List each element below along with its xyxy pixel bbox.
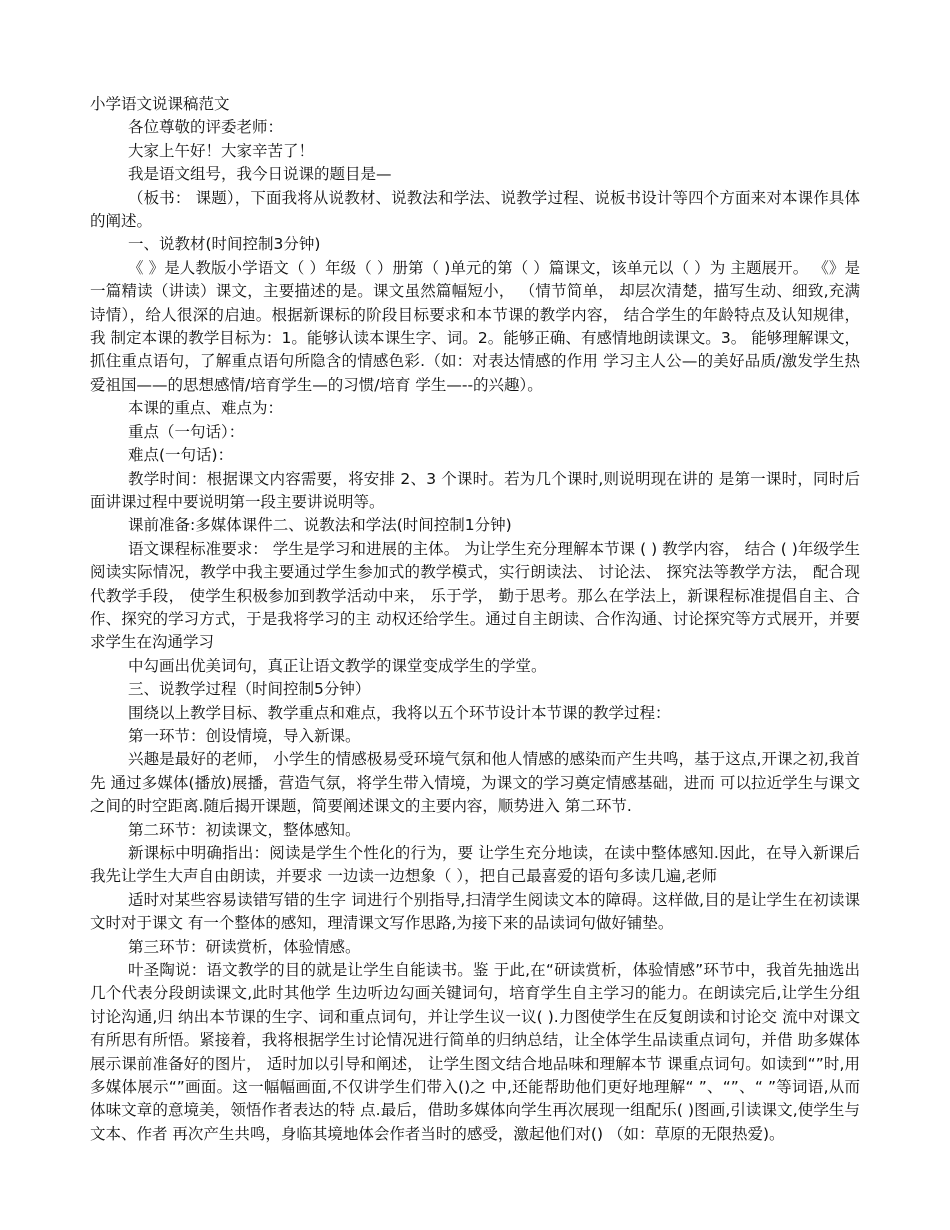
paragraph-process-intro: 围绕以上教学目标、教学重点和难点，我将以五个环节设计本节课的教学过程：	[128, 703, 671, 722]
document-title: 小学语文说课稿范文	[90, 95, 230, 113]
paragraph-greeting-audience: 大家上午好！大家辛苦了！	[128, 141, 315, 160]
paragraph-overview: （板书： 课题），下面我将从说教材、说教法和学法、说教学过程、说板书设计等四个方面来对本课作具体的阐述。	[90, 188, 860, 231]
paragraph-step-2: 新课标中明确指出：阅读是学生个性化的行为，要 让学生充分地读，在读中整体感知.因此，在导入新课后我先让学生大声自由朗读，并要求 一边读一边想象（ ），把自己最喜爱的语句多读几遍,老师	[90, 844, 860, 886]
paragraph-methods-continued: 中勾画出优美词句，真正让语文教学的课堂变成学生的学堂。	[128, 656, 547, 675]
paragraph-teaching-material: 《 》是人教版小学语文（ ）年级（ ）册第（ )单元的第（ ）篇课文，该单元以（ ）为 主题展开。 《》是一篇精读（讲读）课文，主要描述的是。课文虽然篇幅短小， （情节简单， 却层次清楚，描写生动、细致,充满诗情），给人很深的启迪。根据新课标的阶段目标要求和本节课的教学内容， 结合学生的年龄特点及认知规律， 我 制定本课的教学目标为：1。能够认读本课生字、词。2。能够正确、有感情地朗读课文。3。 能够理解课文，抓住重点语句，了解重点语句所隐含的情感色彩.（如：对表达情感的作用 学习主人公—的美好品质/激发学生热爱祖国——的思想感情/培育学生—的习惯/培育 学生—--的兴趣）。	[90, 258, 860, 394]
paragraph-preparation: 课前准备:多媒体课件二、说教法和学法(时间控制1分钟)	[128, 516, 512, 535]
paragraph-step-3: 叶圣陶说：语文教学的目的就是让学生自能读书。鉴 于此,在“研读赏析，体验情感”环节中，我首先抽选出几个代表分段朗读课文,此时其他学 生边听边勾画关键词句，培育学生自主学习的能力。在朗读完后,让学生分组讨论沟通,归 纳出本节课的生字、词和重点词句，并让学生议一议( ).力图使学生在反复朗读和讨论交 流中对课文有所思有所悟。紧接着，我将根据学生讨论情况进行简单的归纳总结，让全体学生品读重点词句，并借 助多媒体展示课前准备好的图片， 适时加以引导和阐述， 让学生图文结合地品味和理解本节 课重点词句。如读到“”时,用多媒体展示“”画面。这一幅幅画面,不仅讲学生们带入()之 中,还能帮助他们更好地理解“ ”、“”、“ ”等词语,从而体味文章的意境美，领悟作者表达的特 点.最后，借助多媒体向学生再次展现一组配乐( )图画,引读课文,使学生与文本、作者 再次产生共鸣，身临其境地体会作者当时的感受，激起他们对() （如：草原的无限热爱)。	[90, 961, 860, 1143]
step-heading-1: 第一环节：创设情境，导入新课。	[128, 726, 361, 745]
paragraph-key-points-intro: 本课的重点、难点为：	[128, 399, 284, 418]
section-heading-teaching-material: 一、说教材(时间控制3分钟)	[128, 235, 321, 254]
step-heading-2: 第二环节：初读课文，整体感知。	[128, 820, 361, 839]
section-heading-teaching-process: 三、说教学过程（时间控制5分钟）	[128, 680, 371, 699]
paragraph-difficult-point: 难点(一句话)：	[128, 446, 234, 465]
paragraph-greeting-judges: 各位尊敬的评委老师：	[128, 118, 284, 137]
paragraph-methods: 语文课程标准要求： 学生是学习和进展的主体。 为让学生充分理解本节课 ( ) 教学内容， 结合 ( )年级学生阅读实际情况，教学中我主要通过学生参加式的教学模式，实行朗读法、 讨论法、 探究法等教学方法， 配合现代教学手段， 使学生积极参加到教学活动中来， 乐于学， 勤于思考。那么在学法上，新课程标准提倡自主、合作、探究的学习方式，于是我将学习的主 动权还给学生。通过自主朗读、合作沟通、讨论探究等方式展开，并要求学生在沟通学习	[90, 539, 860, 652]
paragraph-step-2-continued: 适时对某些容易读错写错的生字 词进行个别指导,扫清学生阅读文本的障碍。这样做,目的是让学生在初读课文时对于课文 有一个整体的感知，理清课文写作思路,为接下来的品读词句做好铺垫。	[90, 890, 860, 933]
document-body	[90, 93, 860, 1146]
paragraph-key-point: 重点（一句话）：	[128, 422, 245, 441]
paragraph-introduction: 我是语文组号，我今日说课的题目是—	[128, 165, 392, 184]
step-heading-3: 第三环节：研读赏析，体验情感。	[128, 937, 361, 956]
paragraph-step-1: 兴趣是最好的老师， 小学生的情感极易受环境气氛和他人情感的感染而产生共鸣，基于这点,开课之初,我首先 通过多媒体(播放)展播，营造气氛，将学生带入情境，为课文的学习奠定情感基础，进而 可以拉近学生与课文之间的时空距离.随后揭开课题，简要阐述课文的主要内容，顺势进入 第二环节.	[90, 750, 860, 816]
paragraph-teaching-time: 教学时间：根据课文内容需要，将安排 2、3 个课时。若为几个课时,则说明现在讲的 是第一课时，同时后面讲课过程中要说明第一段主要讲说明等。	[90, 469, 860, 511]
